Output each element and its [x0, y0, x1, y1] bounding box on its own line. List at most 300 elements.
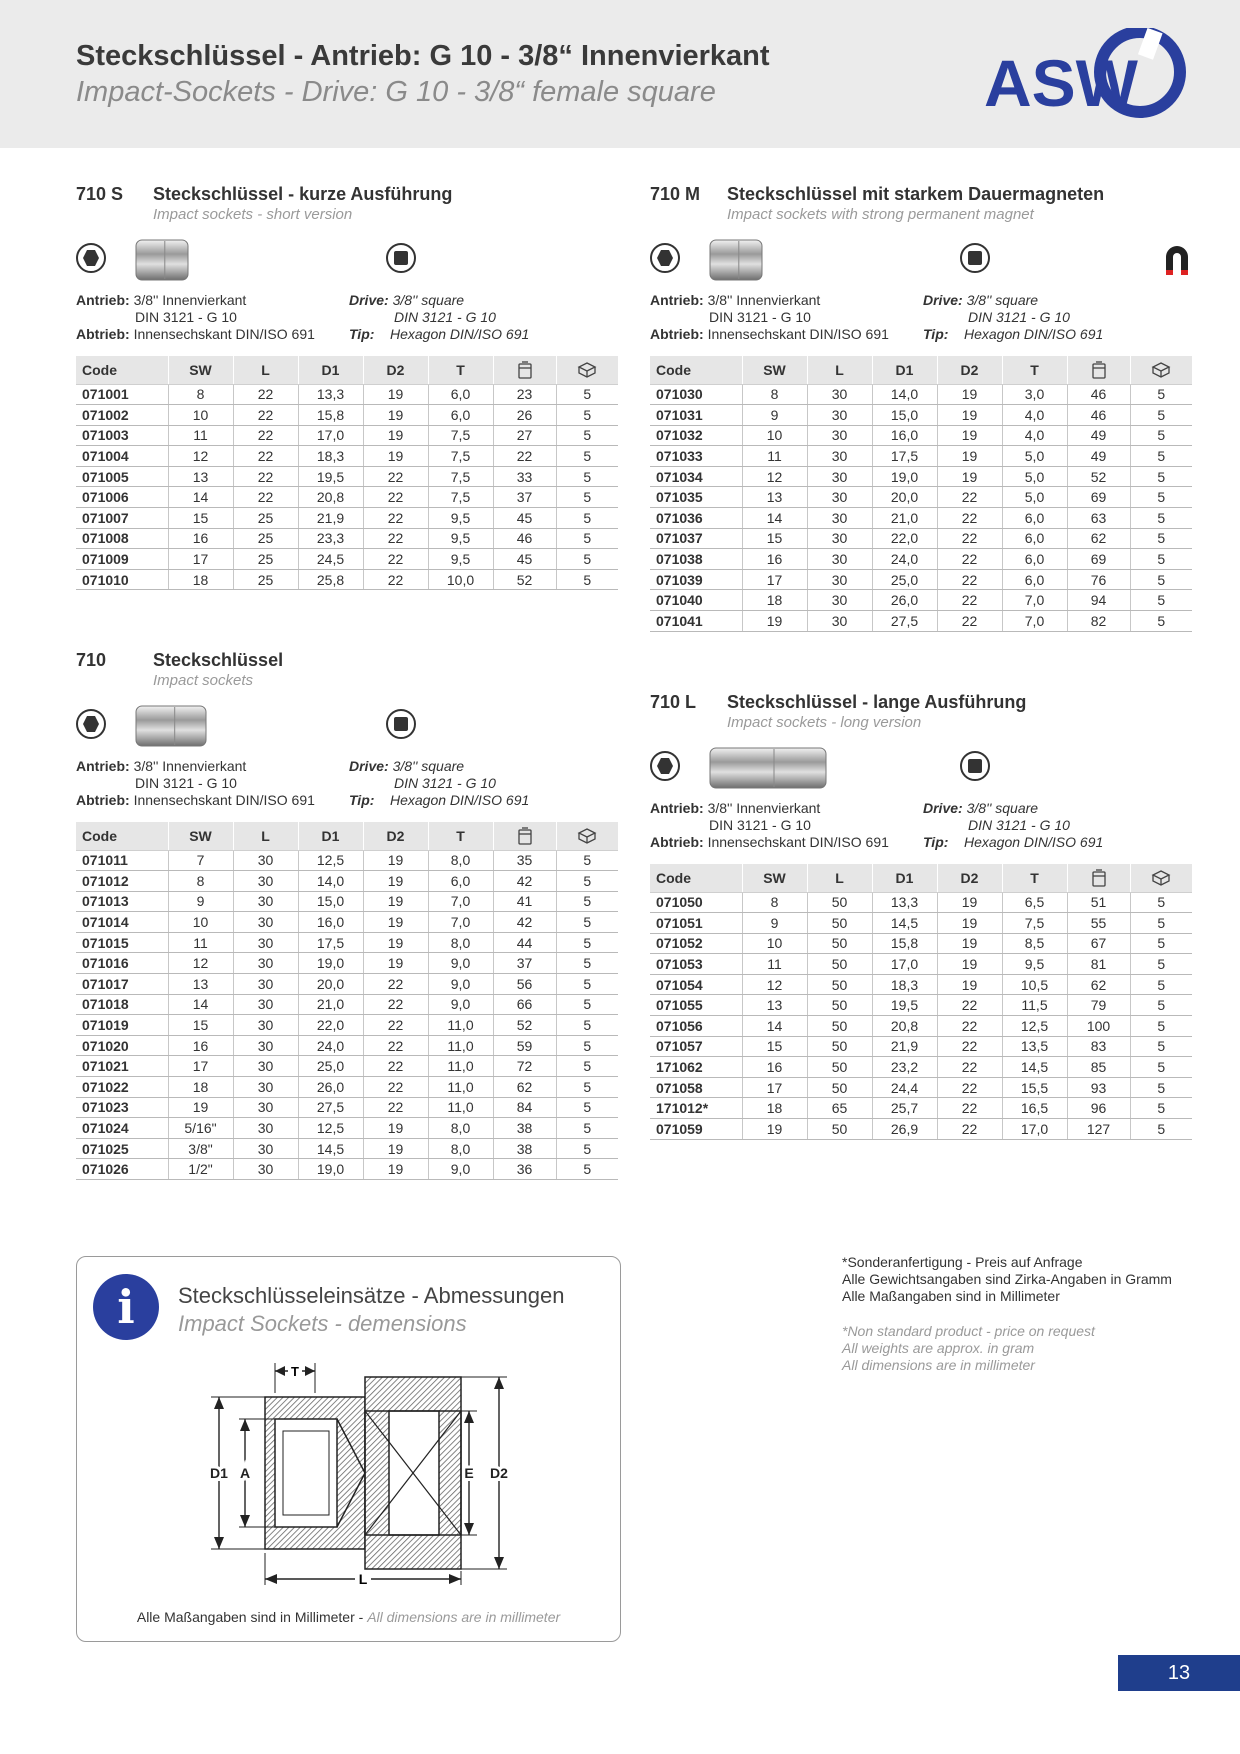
table-cell: 5	[1130, 590, 1192, 611]
table-cell: 85	[1067, 1057, 1130, 1078]
table-row	[650, 590, 1192, 611]
col-header-d2: D2	[937, 356, 1002, 384]
table-cell: 6,0	[1002, 569, 1067, 590]
table-cell: 19	[363, 446, 428, 467]
table-row	[76, 974, 618, 995]
col-header-d2: D2	[363, 356, 428, 384]
table-cell: 25,7	[872, 1098, 937, 1119]
table-header-row	[76, 356, 618, 384]
table-row	[76, 405, 618, 426]
table-cell: 50	[807, 933, 872, 954]
table-cell: 30	[233, 1015, 298, 1036]
table-cell: 25	[233, 549, 298, 570]
section-title: Steckschlüssel - kurze Ausführung	[153, 184, 453, 204]
table-cell: 22	[363, 994, 428, 1015]
table-cell: 62	[1067, 528, 1130, 549]
table-cell: 30	[807, 384, 872, 405]
table-cell: 071010	[76, 569, 168, 590]
table-row	[650, 466, 1192, 487]
table-cell: 5	[556, 1159, 618, 1180]
table-cell: 6,0	[428, 871, 493, 892]
table-cell: 9	[742, 913, 807, 934]
table-cell: 20,0	[872, 487, 937, 508]
table-cell: 7,0	[1002, 611, 1067, 632]
magnet-icon	[1162, 242, 1192, 276]
table-cell: 071020	[76, 1035, 168, 1056]
table-cell: 5	[1130, 405, 1192, 426]
page-subtitle: Impact-Sockets - Drive: G 10 - 3/8“ female square	[76, 76, 716, 108]
table-cell: 66	[493, 994, 556, 1015]
table-cell: 24,4	[872, 1077, 937, 1098]
table-cell: 5	[556, 974, 618, 995]
table-cell: 12	[742, 974, 807, 995]
table-cell: 30	[233, 974, 298, 995]
col-header-t: T	[428, 822, 493, 850]
table-cell: 19	[937, 405, 1002, 426]
table-cell: 67	[1067, 933, 1130, 954]
table-cell: 36	[493, 1159, 556, 1180]
table-cell: 5	[1130, 954, 1192, 975]
table-cell: 17	[742, 569, 807, 590]
antrieb-value: 3/8'' Innenvierkant	[133, 758, 247, 774]
col-header-d1: D1	[872, 356, 937, 384]
section-710s	[76, 184, 618, 590]
table-cell: 30	[233, 891, 298, 912]
table-row	[650, 1036, 1192, 1057]
table-cell: 5	[556, 912, 618, 933]
table-cell: 19	[363, 405, 428, 426]
table-cell: 4,0	[1002, 425, 1067, 446]
abtrieb-label: Abtrieb:	[76, 326, 130, 342]
section-number: 710 M	[650, 184, 701, 204]
drive-value: 3/8'' square	[966, 800, 1039, 816]
table-cell: 5	[1130, 569, 1192, 590]
table-cell: 7,0	[1002, 590, 1067, 611]
table-cell: 30	[233, 1097, 298, 1118]
table-cell: 071009	[76, 549, 168, 570]
section-710m	[650, 184, 1192, 632]
section-table	[76, 822, 618, 1180]
table-cell: 50	[807, 913, 872, 934]
note-de-3: Alle Maßangaben sind in Millimeter	[842, 1288, 1060, 1304]
table-cell: 5	[556, 953, 618, 974]
table-row	[76, 912, 618, 933]
table-cell: 15,8	[872, 933, 937, 954]
table-cell: 071056	[650, 1016, 742, 1037]
table-row	[76, 487, 618, 508]
table-row	[650, 569, 1192, 590]
table-cell: 19	[363, 871, 428, 892]
drive-label: Drive:	[923, 800, 963, 816]
table-cell: 19	[937, 892, 1002, 913]
table-cell: 25,0	[872, 569, 937, 590]
table-row	[650, 995, 1192, 1016]
table-cell: 5	[1130, 508, 1192, 529]
table-cell: 19,5	[872, 995, 937, 1016]
table-cell: 071038	[650, 549, 742, 570]
table-cell: 5	[1130, 1098, 1192, 1119]
section-icons	[76, 228, 618, 292]
col-header-t: T	[428, 356, 493, 384]
table-row	[650, 892, 1192, 913]
table-cell: 11	[742, 446, 807, 467]
table-cell: 11	[168, 932, 233, 953]
weight-icon	[493, 356, 556, 384]
table-cell: 42	[493, 912, 556, 933]
table-row	[650, 1119, 1192, 1140]
table-row	[76, 1035, 618, 1056]
table-cell: 14,5	[298, 1138, 363, 1159]
table-cell: 12	[168, 953, 233, 974]
table-cell: 16	[742, 1057, 807, 1078]
table-cell: 5	[1130, 528, 1192, 549]
table-row	[650, 487, 1192, 508]
table-cell: 13,5	[1002, 1036, 1067, 1057]
table-cell: 19	[363, 1159, 428, 1180]
page-number: 13	[1118, 1655, 1240, 1691]
section-title: Steckschlüssel	[153, 650, 284, 670]
table-cell: 22	[363, 569, 428, 590]
table-cell: 22	[937, 995, 1002, 1016]
svg-text:T: T	[291, 1364, 299, 1379]
table-cell: 50	[807, 1036, 872, 1057]
col-header-sw: SW	[168, 822, 233, 850]
section-subtitle: Impact sockets	[153, 672, 254, 689]
table-cell: 19	[168, 1097, 233, 1118]
table-cell: 5	[556, 508, 618, 529]
table-cell: 11,0	[428, 1056, 493, 1077]
antrieb-label: Antrieb:	[76, 758, 130, 774]
table-cell: 21,0	[298, 994, 363, 1015]
col-header-sw: SW	[168, 356, 233, 384]
table-cell: 7,5	[428, 466, 493, 487]
table-cell: 22	[363, 466, 428, 487]
table-row	[650, 405, 1192, 426]
col-header-d1: D1	[298, 356, 363, 384]
table-cell: 19	[363, 1138, 428, 1159]
svg-text:D1: D1	[210, 1465, 228, 1481]
socket-image	[134, 236, 190, 284]
table-cell: 50	[807, 974, 872, 995]
table-cell: 79	[1067, 995, 1130, 1016]
table-row	[650, 508, 1192, 529]
drive-norm: DIN 3121 - G 10	[394, 775, 496, 791]
table-cell: 12,5	[1002, 1016, 1067, 1037]
table-row	[650, 1077, 1192, 1098]
table-cell: 22	[937, 1119, 1002, 1140]
table-cell: 50	[807, 1077, 872, 1098]
table-cell: 5	[556, 425, 618, 446]
table-cell: 5,0	[1002, 487, 1067, 508]
table-cell: 5	[1130, 1057, 1192, 1078]
table-cell: 071058	[650, 1077, 742, 1098]
table-cell: 69	[1067, 487, 1130, 508]
table-cell: 10	[742, 425, 807, 446]
table-cell: 5	[556, 850, 618, 871]
table-cell: 19	[363, 932, 428, 953]
table-cell: 11,0	[428, 1035, 493, 1056]
abtrieb-label: Abtrieb:	[76, 792, 130, 808]
table-cell: 30	[233, 871, 298, 892]
note-en-2: All weights are approx. in gram	[842, 1340, 1035, 1356]
drive-label: Drive:	[923, 292, 963, 308]
table-cell: 23,3	[298, 528, 363, 549]
table-cell: 59	[493, 1035, 556, 1056]
table-cell: 50	[807, 892, 872, 913]
table-row	[76, 1015, 618, 1036]
table-cell: 071004	[76, 446, 168, 467]
table-cell: 14	[168, 487, 233, 508]
antrieb-value: 3/8'' Innenvierkant	[133, 292, 247, 308]
col-header-d2: D2	[937, 864, 1002, 892]
table-cell: 14,0	[298, 871, 363, 892]
table-cell: 071024	[76, 1118, 168, 1139]
table-cell: 5	[1130, 549, 1192, 570]
table-cell: 14	[168, 994, 233, 1015]
table-cell: 071057	[650, 1036, 742, 1057]
table-header-row	[650, 864, 1192, 892]
svg-text:E: E	[464, 1465, 474, 1481]
section-subtitle: Impact sockets - short version	[153, 206, 353, 223]
table-cell: 5	[1130, 913, 1192, 934]
package-icon	[1130, 356, 1192, 384]
tip-label: Tip:	[349, 326, 375, 342]
table-cell: 071014	[76, 912, 168, 933]
table-cell: 24,0	[298, 1035, 363, 1056]
table-cell: 19	[937, 446, 1002, 467]
table-cell: 6,0	[1002, 549, 1067, 570]
table-cell: 15	[168, 508, 233, 529]
table-cell: 071013	[76, 891, 168, 912]
table-cell: 30	[233, 1035, 298, 1056]
col-header-code: Code	[650, 864, 742, 892]
table-cell: 56	[493, 974, 556, 995]
table-cell: 17,0	[1002, 1119, 1067, 1140]
table-cell: 9,0	[428, 974, 493, 995]
table-cell: 5	[1130, 446, 1192, 467]
table-cell: 22,0	[872, 528, 937, 549]
drive-value: 3/8'' square	[392, 758, 465, 774]
table-cell: 3,0	[1002, 384, 1067, 405]
table-cell: 19,0	[872, 466, 937, 487]
table-cell: 9	[168, 891, 233, 912]
col-header-l: L	[807, 864, 872, 892]
drive-value: 3/8'' square	[392, 292, 465, 308]
antrieb-label: Antrieb:	[650, 292, 704, 308]
table-cell: 22	[233, 446, 298, 467]
table-cell: 15,5	[1002, 1077, 1067, 1098]
table-row	[650, 933, 1192, 954]
section-subtitle: Impact sockets with strong permanent magnet	[727, 206, 1034, 223]
section-icons	[650, 736, 1192, 800]
drive-value: 3/8'' square	[966, 292, 1039, 308]
table-cell: 46	[493, 528, 556, 549]
table-cell: 19	[937, 425, 1002, 446]
table-row	[76, 1159, 618, 1180]
table-cell: 22	[937, 528, 1002, 549]
table-cell: 13,3	[872, 892, 937, 913]
table-cell: 5,0	[1002, 446, 1067, 467]
info-subtitle: Impact Sockets - demensions	[178, 1311, 467, 1336]
table-cell: 16	[742, 549, 807, 570]
abtrieb-value: Innensechskant DIN/ISO 691	[707, 326, 889, 342]
table-cell: 071001	[76, 384, 168, 405]
table-cell: 19,0	[298, 953, 363, 974]
info-footer-de: Alle Maßangaben sind in Millimeter -	[136, 1609, 368, 1625]
table-cell: 52	[1067, 466, 1130, 487]
table-cell: 83	[1067, 1036, 1130, 1057]
table-cell: 071011	[76, 850, 168, 871]
table-cell: 6,0	[428, 405, 493, 426]
table-cell: 30	[807, 590, 872, 611]
antrieb-value: 3/8'' Innenvierkant	[707, 292, 821, 308]
table-cell: 071003	[76, 425, 168, 446]
table-cell: 13	[168, 974, 233, 995]
table-cell: 7,5	[428, 487, 493, 508]
table-cell: 5	[556, 932, 618, 953]
tip-value: Hexagon DIN/ISO 691	[389, 792, 530, 808]
table-cell: 30	[233, 1138, 298, 1159]
table-cell: 13	[742, 487, 807, 508]
table-cell: 37	[493, 487, 556, 508]
table-cell: 5	[1130, 1119, 1192, 1140]
table-cell: 071030	[650, 384, 742, 405]
table-cell: 22	[363, 1035, 428, 1056]
note-en-3: All dimensions are in millimeter	[842, 1357, 1035, 1373]
table-cell: 071036	[650, 508, 742, 529]
col-header-l: L	[233, 822, 298, 850]
table-cell: 19	[363, 425, 428, 446]
antrieb-label: Antrieb:	[650, 800, 704, 816]
table-cell: 17	[168, 1056, 233, 1077]
col-header-t: T	[1002, 356, 1067, 384]
table-cell: 22	[937, 611, 1002, 632]
table-cell: 9,5	[428, 528, 493, 549]
table-cell: 8,0	[428, 850, 493, 871]
socket-image	[134, 702, 208, 750]
table-cell: 171012*	[650, 1098, 742, 1119]
table-cell: 071023	[76, 1097, 168, 1118]
table-cell: 5	[1130, 384, 1192, 405]
table-cell: 11,0	[428, 1097, 493, 1118]
table-cell: 100	[1067, 1016, 1130, 1037]
table-cell: 12	[168, 446, 233, 467]
tip-label: Tip:	[923, 834, 949, 850]
table-cell: 19,0	[298, 1159, 363, 1180]
table-cell: 22	[233, 384, 298, 405]
table-cell: 127	[1067, 1119, 1130, 1140]
col-header-code: Code	[76, 822, 168, 850]
table-cell: 81	[1067, 954, 1130, 975]
table-row	[650, 549, 1192, 570]
antrieb-label: Antrieb:	[76, 292, 130, 308]
table-cell: 071032	[650, 425, 742, 446]
table-cell: 5	[556, 1118, 618, 1139]
table-cell: 5	[1130, 466, 1192, 487]
table-row	[650, 611, 1192, 632]
table-cell: 5	[1130, 611, 1192, 632]
table-cell: 19	[363, 891, 428, 912]
table-cell: 44	[493, 932, 556, 953]
table-cell: 21,9	[872, 1036, 937, 1057]
table-cell: 071018	[76, 994, 168, 1015]
page-header	[0, 0, 1240, 148]
table-cell: 7,5	[1002, 913, 1067, 934]
section-header	[76, 184, 618, 228]
table-cell: 13,3	[298, 384, 363, 405]
table-cell: 33	[493, 466, 556, 487]
table-cell: 071055	[650, 995, 742, 1016]
section-specs	[76, 292, 618, 356]
tip-value: Hexagon DIN/ISO 691	[963, 326, 1104, 342]
table-cell: 18	[168, 569, 233, 590]
table-cell: 17,5	[298, 932, 363, 953]
table-cell: 17	[168, 549, 233, 570]
table-cell: 071040	[650, 590, 742, 611]
table-cell: 22	[363, 1056, 428, 1077]
table-cell: 19	[937, 384, 1002, 405]
table-cell: 8	[742, 384, 807, 405]
table-cell: 25,8	[298, 569, 363, 590]
section-710l	[650, 692, 1192, 1140]
table-row	[650, 446, 1192, 467]
table-row	[650, 1098, 1192, 1119]
table-cell: 5	[556, 384, 618, 405]
table-cell: 20,8	[298, 487, 363, 508]
table-cell: 17	[742, 1077, 807, 1098]
table-cell: 41	[493, 891, 556, 912]
table-cell: 24,0	[872, 549, 937, 570]
table-cell: 16,0	[872, 425, 937, 446]
table-cell: 50	[807, 1119, 872, 1140]
table-cell: 50	[807, 1057, 872, 1078]
table-cell: 7,0	[428, 912, 493, 933]
table-cell: 84	[493, 1097, 556, 1118]
table-cell: 20,0	[298, 974, 363, 995]
table-cell: 22	[937, 590, 1002, 611]
table-cell: 37	[493, 953, 556, 974]
table-cell: 22	[937, 1098, 1002, 1119]
table-cell: 22	[363, 508, 428, 529]
table-cell: 30	[807, 487, 872, 508]
section-header	[650, 692, 1192, 736]
tip-value: Hexagon DIN/ISO 691	[389, 326, 530, 342]
table-cell: 5	[556, 1138, 618, 1159]
table-cell: 5	[1130, 1016, 1192, 1037]
table-cell: 12	[742, 466, 807, 487]
table-cell: 52	[493, 569, 556, 590]
package-icon	[556, 356, 618, 384]
table-cell: 22	[233, 487, 298, 508]
table-cell: 38	[493, 1118, 556, 1139]
table-cell: 5	[1130, 892, 1192, 913]
square-icon	[960, 751, 990, 781]
socket-dimension-diagram	[187, 1357, 527, 1589]
table-cell: 22	[233, 425, 298, 446]
table-row	[76, 446, 618, 467]
square-icon	[960, 243, 990, 273]
table-cell: 30	[233, 850, 298, 871]
table-cell: 17,0	[872, 954, 937, 975]
table-cell: 7,5	[428, 446, 493, 467]
table-cell: 15,8	[298, 405, 363, 426]
table-cell: 5	[556, 446, 618, 467]
col-header-sw: SW	[742, 356, 807, 384]
info-footer	[77, 1609, 620, 1625]
table-cell: 11	[168, 425, 233, 446]
table-row	[76, 994, 618, 1015]
table-cell: 22	[493, 446, 556, 467]
